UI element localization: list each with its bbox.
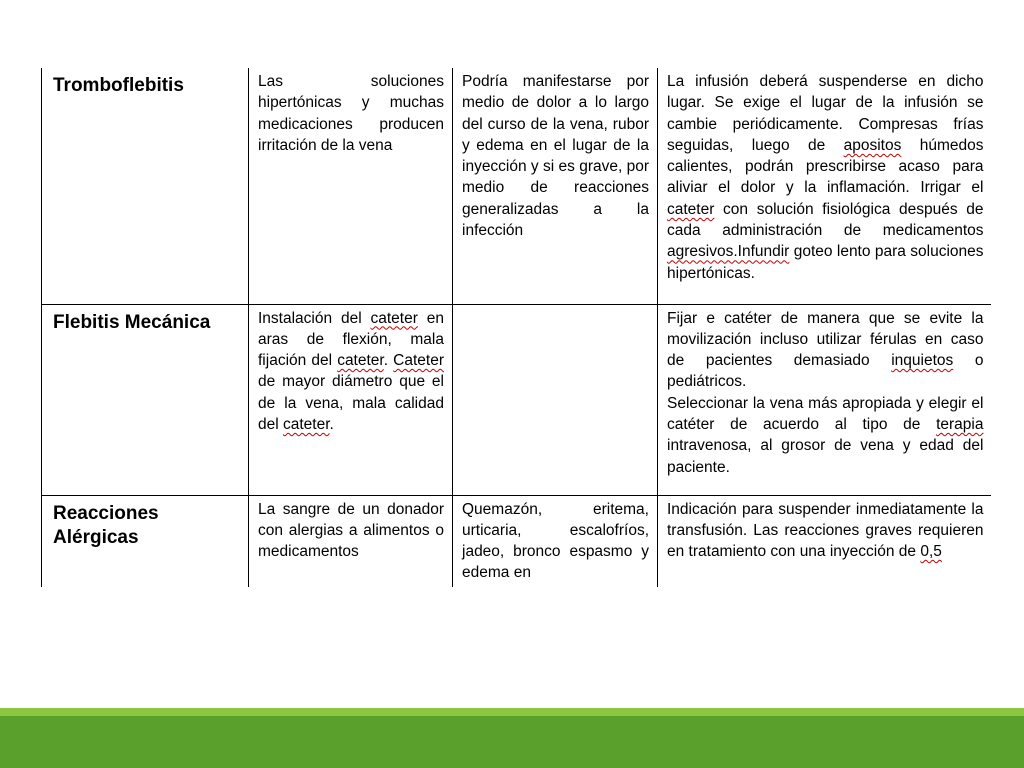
row-heading-tromboflebitis: Tromboflebitis <box>42 68 249 304</box>
spellcheck-word: cateter <box>337 352 384 370</box>
spellcheck-word: cateter <box>370 309 418 327</box>
table-row <box>42 68 992 304</box>
care-text: Indicación para suspender inmediatamente la transfusión. Las reacciones graves requieren en tratamiento con una inyección de <box>667 500 984 561</box>
care-text: Fijar e catéter de manera que se evite la movilización incluso utilizar férulas en caso de pacientes demasiado <box>667 309 984 370</box>
table-row <box>42 495 992 587</box>
causes-text: Instalación del <box>258 309 371 327</box>
care-cell <box>658 68 992 304</box>
care-text: o pediátricos. <box>667 352 984 391</box>
nursing-care-table <box>41 68 991 587</box>
care-text: Seleccionar la vena más apropiada y elegir el catéter de acuerdo al tipo de <box>667 394 984 433</box>
care-text: con solución fisiológica después de cada administración de medicamentos <box>667 200 984 240</box>
spellcheck-word: terapia <box>936 415 984 433</box>
spellcheck-word: inquietos <box>891 352 954 370</box>
footer-bar <box>0 716 1024 768</box>
care-cell <box>658 495 992 587</box>
causes-cell: La sangre de un donador con alergias a alimentos o medicamentos <box>249 495 453 587</box>
causes-text: de mayor diámetro que el de la vena, mala calidad del <box>258 373 444 433</box>
spellcheck-word: apositos <box>843 136 902 154</box>
care-cell <box>658 304 992 495</box>
row-heading-reacciones-alergicas: Reacciones Alérgicas <box>42 495 249 587</box>
causes-text: en aras de flexión, mala fijación del <box>258 309 444 370</box>
causes-text: . <box>329 415 334 433</box>
signs-cell: Podría manifestarse por medio de dolor a lo largo del curso de la vena, rubor y edema en el lugar de la inyección y si es grave, por medio de reacciones generalizadas a la infección <box>453 68 658 304</box>
care-paragraph <box>667 308 984 393</box>
table-row <box>42 304 992 495</box>
signs-cell: Quemazón, eritema, urticaria, escalofríos, jadeo, bronco espasmo y edema en <box>453 495 658 587</box>
spellcheck-word: agresivos.Infundir <box>667 243 790 261</box>
care-text: húmedos calientes, podrán prescribirse acaso para aliviar el dolor y la inflamación. Irrigar el <box>667 136 984 197</box>
spellcheck-word: 0,5 <box>920 543 942 561</box>
spellcheck-word: Cateter <box>393 352 444 370</box>
spellcheck-word: cateter <box>283 415 330 433</box>
signs-cell <box>453 304 658 495</box>
row-heading-flebitis-mecanica: Flebitis Mecánica <box>42 304 249 495</box>
care-text: La infusión deberá suspenderse en dicho lugar. Se exige el lugar de la infusión se cambie periódicamente. Compresas frías seguidas, luego de <box>667 73 984 154</box>
care-text: goteo lento para soluciones hipertónicas. <box>667 243 984 282</box>
footer-highlight-stripe <box>0 708 1024 716</box>
spellcheck-word: cateter <box>667 200 715 218</box>
causes-cell <box>249 304 453 495</box>
care-text: intravenosa, al grosor de vena y edad del paciente. <box>667 437 984 476</box>
care-paragraph <box>667 393 984 478</box>
causes-text: . <box>383 352 394 370</box>
causes-cell: Las soluciones hipertónicas y muchas medicaciones producen irritación de la vena <box>249 68 453 304</box>
table-container <box>41 68 991 587</box>
